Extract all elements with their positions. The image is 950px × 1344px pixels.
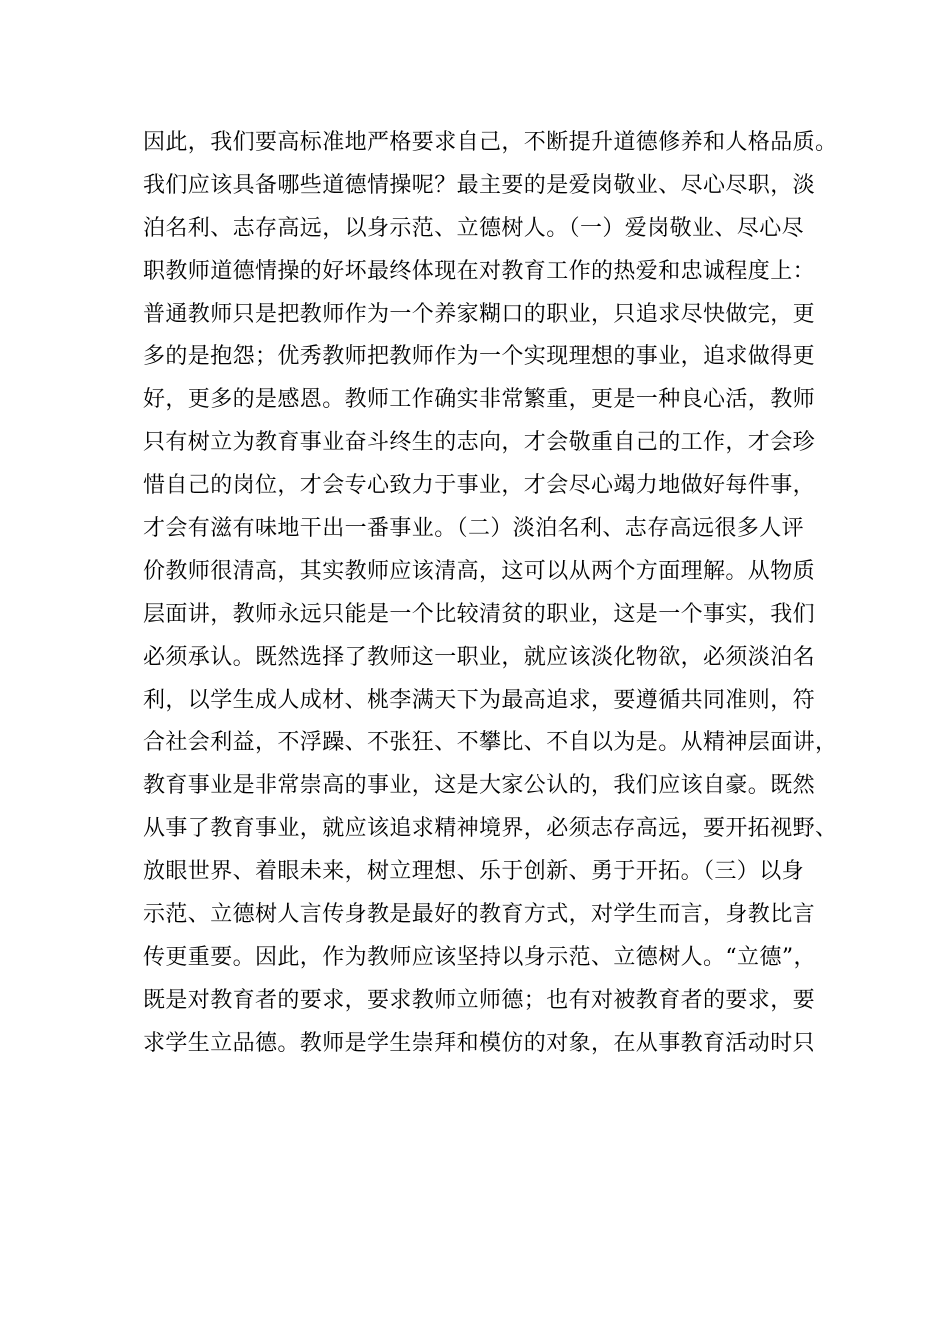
text-line: 惜自己的岗位，才会专心致力于事业，才会尽心竭力地做好每件事， [143,473,816,499]
text-line: 求学生立品德。教师是学生崇拜和模仿的对象，在从事教育活动时只 [143,1030,816,1056]
text-line: 放眼世界、着眼未来，树立理想、乐于创新、勇于开拓。（三）以身 [143,859,805,885]
text-line: 因此，我们要高标准地严格要求自己，不断提升道德修养和人格品质。 [143,130,838,155]
text-line: 好，更多的是感恩。教师工作确实非常繁重，更是一种良心活，教师 [143,387,816,413]
text-line: 职教师道德情操的好坏最终体现在对教育工作的热爱和忠诚程度上： [143,258,816,284]
text-line: 泊名利、志存高远，以身示范、立德树人。（一）爱岗敬业、尽心尽 [143,215,805,241]
body-text [143,122,843,1066]
text-line: 价教师很清高，其实教师应该清高，这可以从两个方面理解。从物质 [143,558,816,584]
text-line: 我们应该具备哪些道德情操呢？最主要的是爱岗敬业、尽心尽职，淡 [143,172,816,198]
text-line: 从事了教育事业，就应该追求精神境界，必须志存高远，要开拓视野、 [143,816,838,842]
text-line: 必须承认。既然选择了教师这一职业，就应该淡化物欲，必须淡泊名 [143,644,816,670]
text-line: 教育事业是非常崇高的事业，这是大家公认的，我们应该自豪。既然 [143,773,816,799]
text-line: 利，以学生成人成材、桃李满天下为最高追求，要遵循共同准则，符 [143,687,816,713]
text-line: 示范、立德树人言传身教是最好的教育方式，对学生而言，身教比言 [143,902,816,928]
text-line: 合社会利益，不浮躁、不张狂、不攀比、不自以为是。从精神层面讲， [143,730,838,756]
text-line: 才会有滋有味地干出一番事业。（二）淡泊名利、志存高远很多人评 [143,516,805,542]
text-line: 普通教师只是把教师作为一个养家糊口的职业，只追求尽快做完，更 [143,301,816,327]
text-line: 传更重要。因此，作为教师应该坚持以身示范、立德树人。“立德”， [143,944,816,970]
text-line: 既是对教育者的要求，要求教师立师德；也有对被教育者的要求，要 [143,987,816,1013]
text-line: 多的是抱怨；优秀教师把教师作为一个实现理想的事业，追求做得更 [143,344,816,370]
text-line: 层面讲，教师永远只能是一个比较清贫的职业，这是一个事实，我们 [143,601,816,627]
text-line: 只有树立为教育事业奋斗终生的志向，才会敬重自己的工作，才会珍 [143,430,816,456]
